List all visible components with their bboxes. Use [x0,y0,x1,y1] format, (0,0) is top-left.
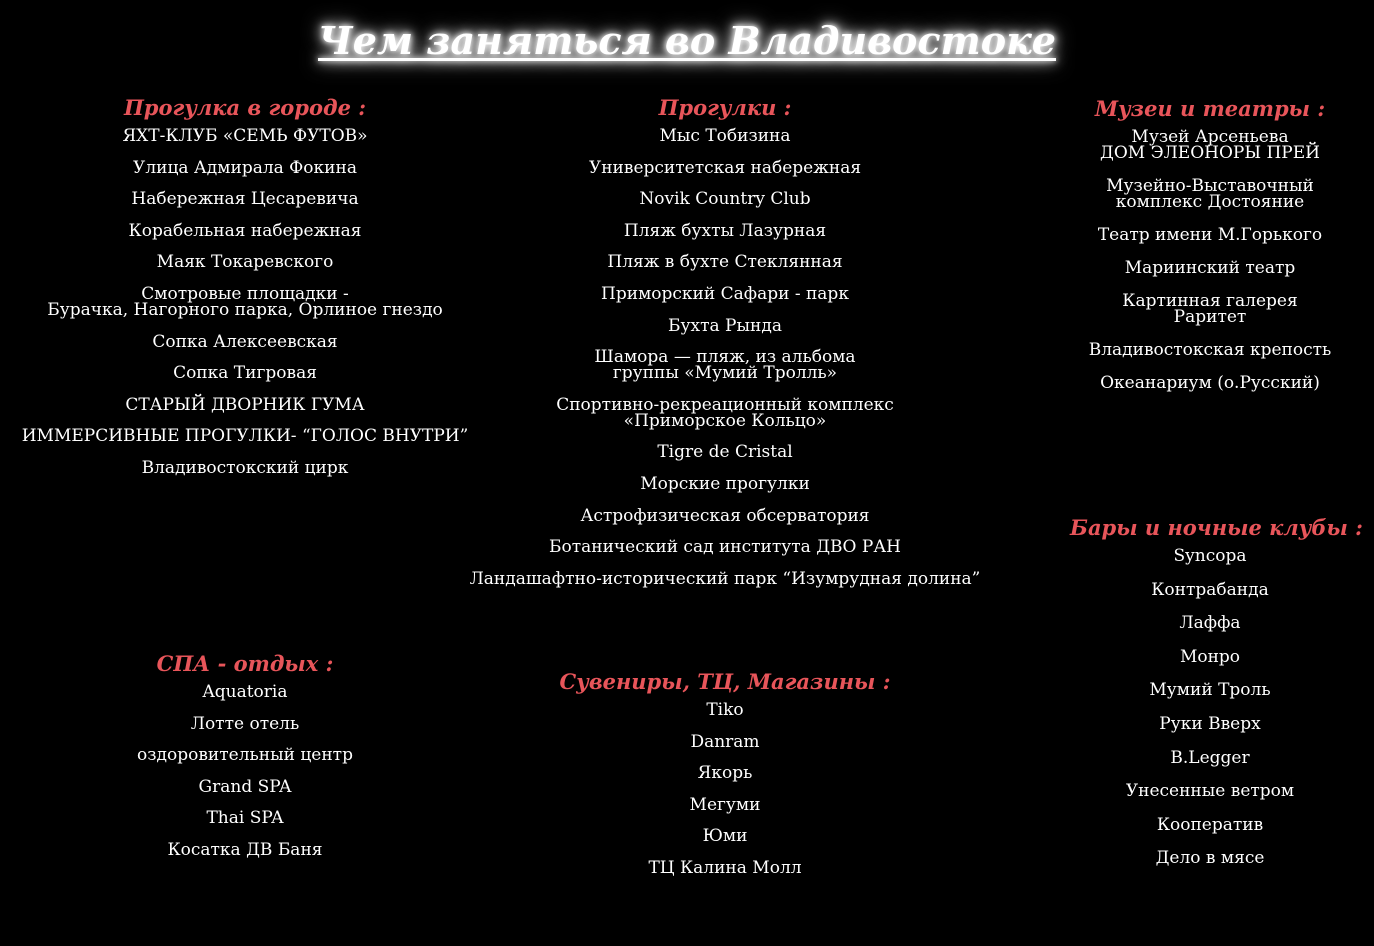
list-item: Океанариум (о.Русский) [1100,373,1320,393]
section-spa [60,650,430,874]
list-item: оздоровительный центр [137,745,353,766]
list-item: Театр имени М.Горького [1097,225,1323,245]
list-item: Пляж бухты Лазурная [623,220,827,241]
list-item: Сопка Тигровая [173,363,317,384]
list-item: Сопка Алексеевская [152,331,338,352]
list-item: Астрофизическая обсерватория [580,505,870,526]
list-item: ЯХТ-КЛУБ «СЕМЬ ФУТОВ» [122,126,368,146]
list-item: Спортивно-рекреационный комплекс «Приморское Кольцо» [556,394,894,431]
list-item: Syncopa [1173,546,1247,566]
list-item: Морские прогулки [640,473,810,494]
list-item: Корабельная набережная [128,220,362,241]
list-item: Владивостокская крепость [1088,340,1332,360]
item-list [540,702,910,876]
item-list [1070,546,1350,869]
list-item: Университетская набережная [588,157,862,178]
list-item: Мыс Тобизина [659,126,791,146]
list-item: Набережная Цесаревича [131,189,359,210]
section-walks [465,94,985,602]
list-item: Aquatoria [202,682,288,702]
section-heading: Бары и ночные клубы : [1070,515,1363,540]
list-item: Унесенные ветром [1125,781,1295,802]
list-item: Контрабанда [1151,579,1269,600]
list-item: Маяк Токаревского [156,252,334,273]
list-item: Мегуми [689,794,761,815]
list-item: ИММЕРСИВНЫЕ ПРОГУЛКИ- “ГОЛОС ВНУТРИ” [21,426,469,447]
list-item: Thai SPA [206,808,284,829]
list-item: Монро [1179,646,1241,667]
page-title: Чем заняться во Владивостоке [318,18,1056,63]
section-heading: Прогулки : [658,95,792,120]
list-item: Косатка ДВ Баня [167,839,323,860]
item-list [1075,129,1345,391]
section-souvenirs-shops [540,668,910,892]
list-item: Кооператив [1156,814,1264,835]
list-item: Danram [690,731,760,752]
section-heading: Музеи и театры : [1094,96,1326,121]
list-item: Лотте отель [190,713,300,734]
list-item: Приморский Сафари - парк [601,283,849,304]
item-list [465,128,985,587]
list-item: Ботанический сад института ДВО РАН [548,537,902,558]
list-item: Ландашафтно-исторический парк “Изумрудная долина” [469,568,981,589]
section-bars-clubs [1070,514,1363,884]
section-heading: Сувениры, ТЦ, Магазины : [559,669,891,694]
list-item: Музей Арсеньева ДОМ ЭЛЕОНОРЫ ПРЕЙ [1100,127,1320,163]
list-item: Мариинский театр [1124,258,1296,278]
list-item: Пляж в бухте Стеклянная [607,252,843,273]
list-item: Руки Вверх [1159,713,1261,734]
list-item: Музейно-Выставочный комплекс Достояние [1106,176,1314,212]
list-item: Tiko [706,700,744,720]
list-item: Якорь [697,763,753,784]
list-item: Смотровые площадки - Бурачка, Нагорного парка, Орлиное гнездо [47,283,443,320]
list-item: Картинная галерея Раритет [1122,291,1298,327]
list-item: Владивостокский цирк [141,457,349,478]
list-item: Tigre de Cristal [657,442,793,463]
list-item: Бухта Рында [668,315,782,336]
list-item: СТАРЫЙ ДВОРНИК ГУМА [125,394,365,415]
list-item: Шамора — пляж, из альбома группы «Мумий Тролль» [594,347,856,384]
list-item: Novik Country Club [639,189,811,210]
section-museums-theatres [1075,95,1345,408]
list-item: Юми [702,826,748,847]
section-heading: СПА - отдых : [156,651,334,676]
list-item: Grand SPA [198,776,292,797]
list-item: Дело в мясе [1155,848,1265,869]
section-city-walks [20,94,470,492]
list-item: Улица Адмирала Фокина [133,157,357,178]
list-item: B.Legger [1170,747,1250,768]
list-item: Мумий Троль [1149,680,1271,701]
section-heading: Прогулка в городе : [123,95,367,120]
list-item: Лаффа [1179,613,1241,634]
list-item: ТЦ Калина Молл [648,857,802,878]
item-list [20,128,470,476]
item-list [60,684,430,858]
